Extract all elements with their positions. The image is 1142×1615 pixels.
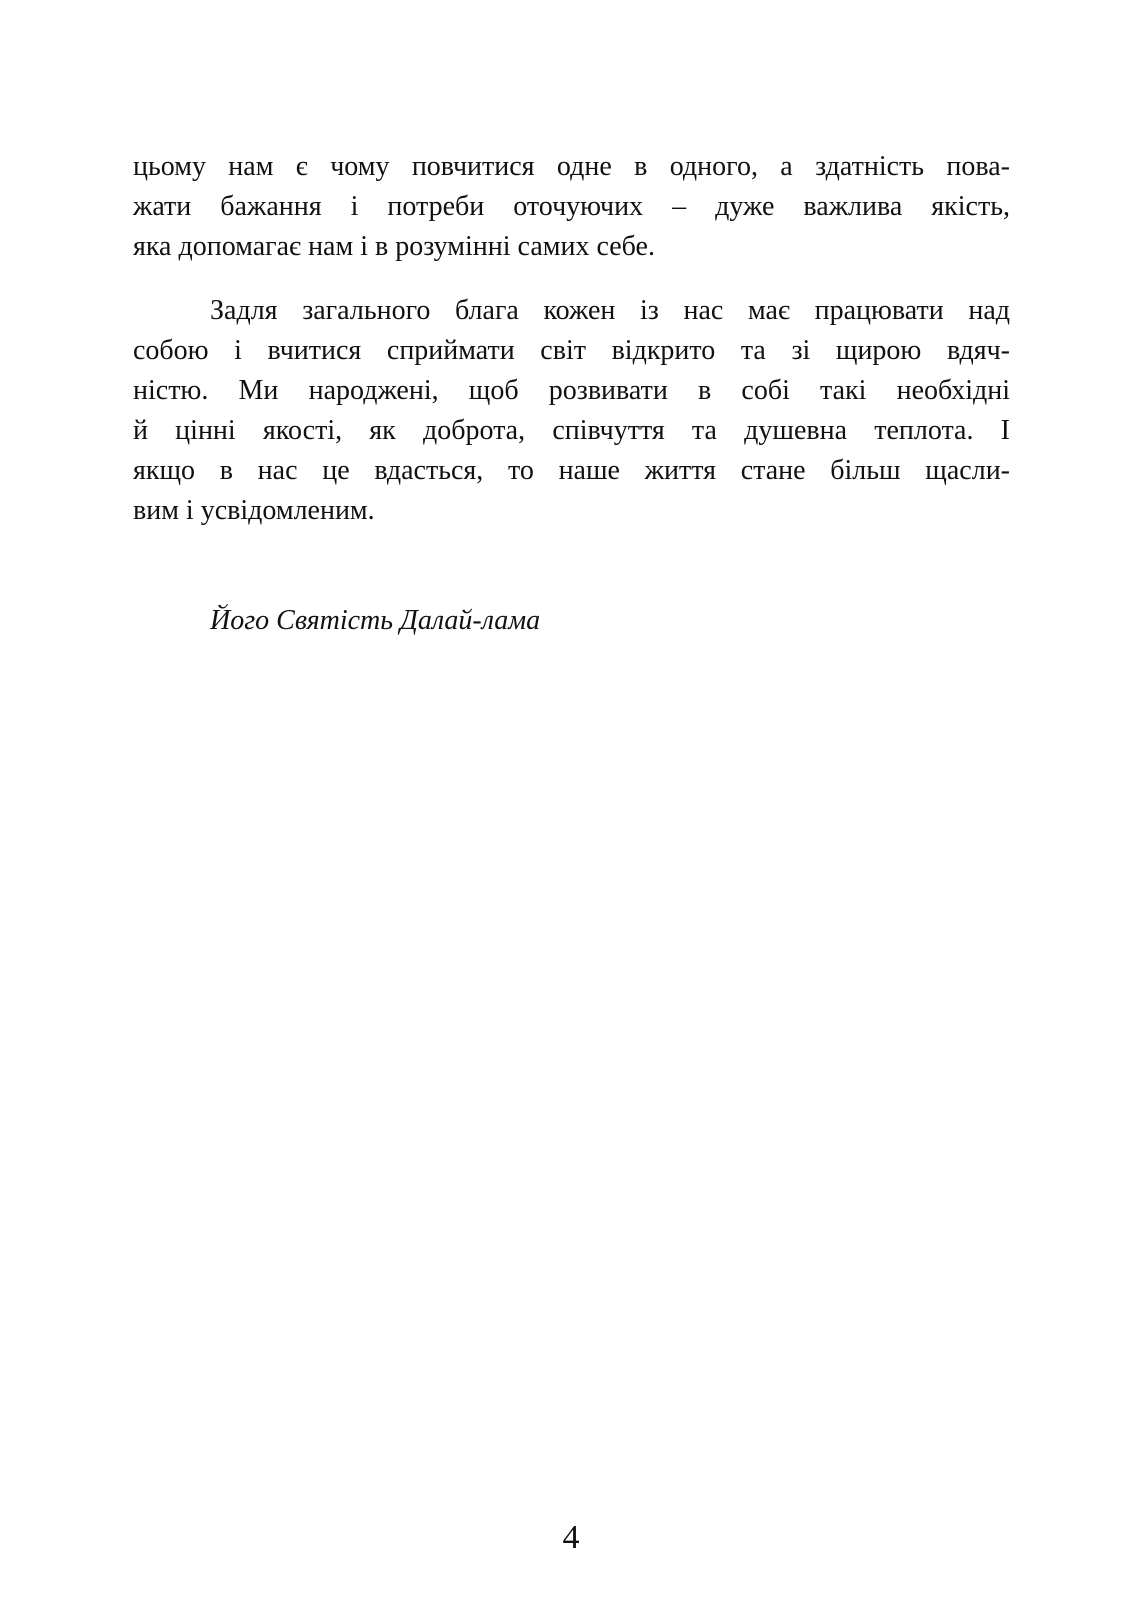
text-line: вим і усвідомленим. <box>133 495 375 526</box>
paragraph-1 <box>133 147 1010 267</box>
text-line: собою і вчитися сприймати світ відкрито та зі щирою вдяч- <box>133 335 1010 366</box>
paragraph-2 <box>133 291 1010 531</box>
text-line: яка допомагає нам і в розумінні самих себе. <box>133 231 655 262</box>
text-line: ністю. Ми народжені, щоб розвивати в собі такі необхідні <box>133 375 1010 406</box>
text-line: якщо в нас це вдасться, то наше життя стане більш щасли- <box>133 455 1010 486</box>
text-line: жати бажання і потреби оточуючих – дуже важлива якість, <box>133 191 1010 222</box>
body-text <box>133 147 1010 531</box>
text-line: Задля загального блага кожен із нас має працювати над <box>210 295 1010 326</box>
signature: Його Святість Далай-лама <box>210 605 541 636</box>
text-line: цьому нам є чому повчитися одне в одного, а здатність пова- <box>133 151 1010 182</box>
text-line: й цінні якості, як доброта, співчуття та душевна теплота. І <box>133 415 1010 446</box>
page-number: 4 <box>562 1519 580 1556</box>
